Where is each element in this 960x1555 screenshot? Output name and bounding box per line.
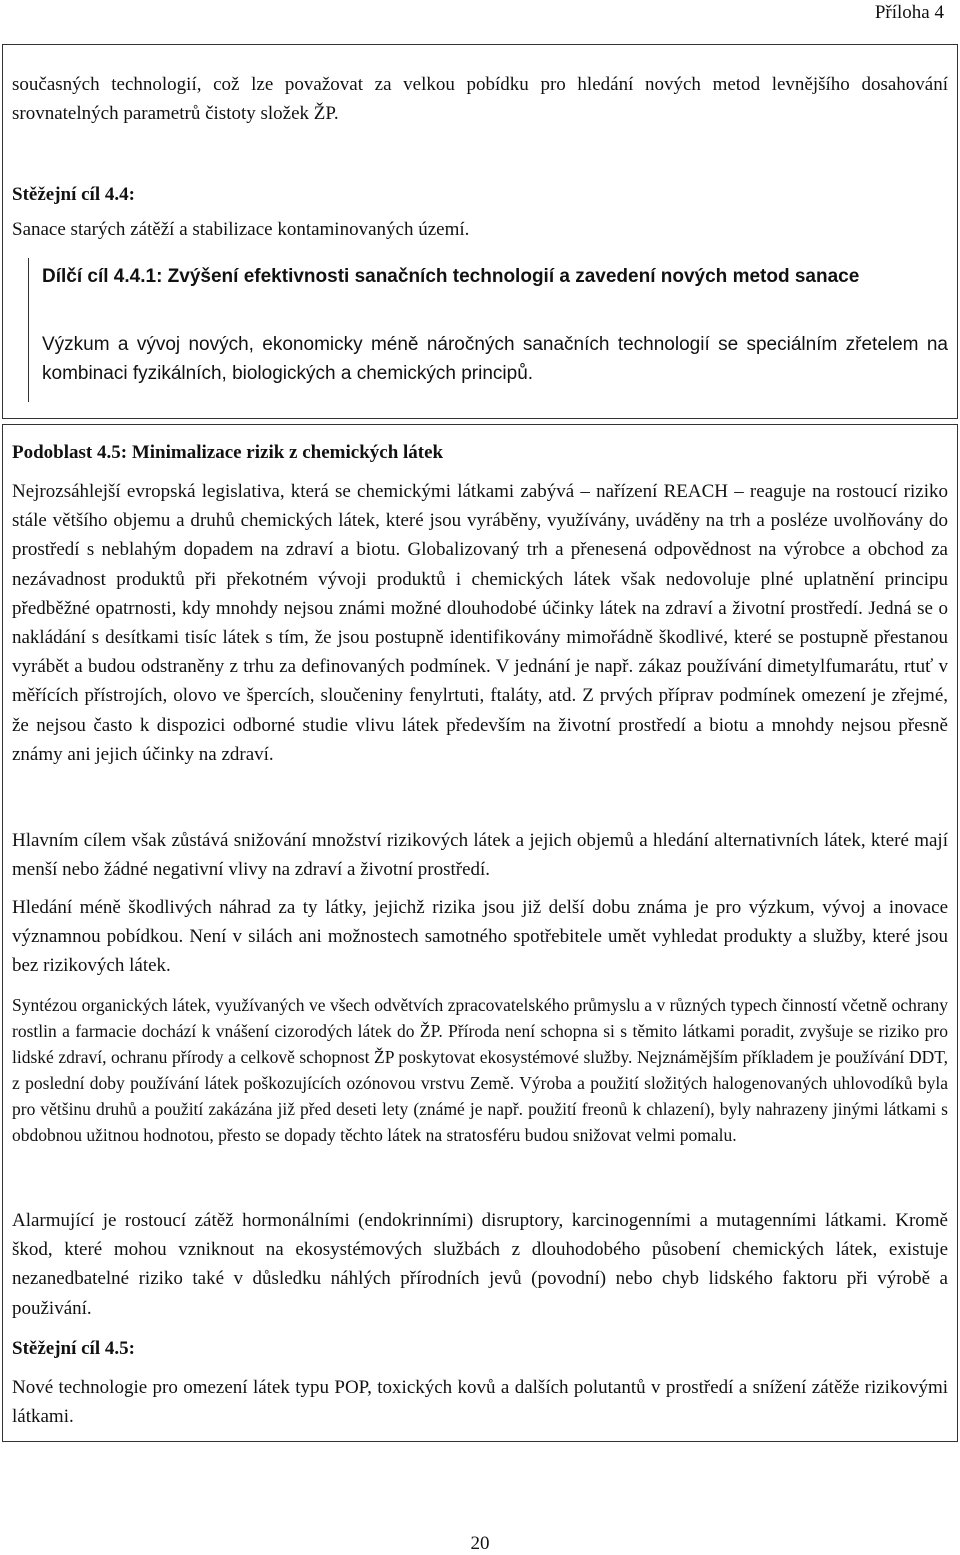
paragraph-substitutes: Hledání méně škodlivých náhrad za ty látky, jejichž rizika jsou již delší dobu známa je pro výzkum, vývoj a inovace významnou pobídkou. Není v silách ani možnostech samotného spotřebitele umět vyhledat produkty a služby, které jsou bez rizikových látek. [12,897,948,977]
paragraph-disruptors: Alarmující je rostoucí zátěž hormonálními (endokrinními) disruptory, karcinogenními a mutagenními látkami. Kromě škod, které mohou vzniknout na ekosystémových službách z dlouhodobého působení chemických látek, existuje nezanedbatelné riziko také v důsledku náhlých přírodních jevů (povodní) nebo chyb lidského faktoru při výrobě a použivání. [12,1210,948,1319]
paragraph-main-goal: Hlavním cílem však zůstává snižování množství rizikových látek a jejich objemů a hledání alternativních látek, které mají menší nebo žádné negativní vlivy na zdraví a životní prostředí. [12,830,948,881]
subgoal-indent-bar [28,258,29,402]
subgoal-4-4-1-title: Dílčí cíl 4.4.1: Zvýšení efektivnosti sanačních technologií a zavedení nových metod sanace [42,266,860,287]
paragraph-reach: Nejrozsáhlejší evropská legislativa, která se chemickými látkami zabývá – nařízení REACH – reaguje na rostoucí riziko stále většího objemu a druhů chemických látek, které jsou vyráběny, využívány, uváděny na trh a posléze uvolňovány do prostředí s neblahým dopadem na zdraví a biotu. Globalizovaný trh a přenesená odpovědnost na výrobce a obchod za nezávadnost produktů při překotném vývoji produktů i chemických látek však nedovoluje plné uplatnění principu předběžné opatrnosti, kdy mnohdy nejsou známi možné dlouhodobé účinky látek na zdraví a životní prostředí. Jedná se o nakládání s desítkami tisíc látek s tím, že jsou postupně identifikovány mimořádně škodlivé, které se postupně přestanou vyrábět a budou odstraněny z trhu za definovaných podmínek. V jednání je např. zákaz používání dimetylfumarátu, rtuť v měřících přístrojích, olovo ve špercích, sloučeniny fenylrtuti, ftaláty, atd. Z prvých příprav podmínek omezení je zřejmé, že nejsou často k dispozici odborné studie vlivu látek především na životní prostředí a biotu a mnohdy nejsou přesně známy ani jejich účinky na zdraví. [12,481,948,765]
goal-4-4-text: Sanace starých zátěží a stabilizace kontaminovaných území. [12,219,470,240]
annex-label: Příloha 4 [874,2,944,23]
paragraph-synthesis: Syntézou organických látek, využívaných ve všech odvětvích zpracovatelského průmyslu a v různých typech činností včetně ochrany rostlin a farmacie dochází k vnášení cizorodých látek do ŽP. Příroda není schopna si s těmito látkami poradit, zvyšuje se riziko pro lidské zdraví, ochranu přírody a celkově schopnost ŽP poskytovat ekosystémové služby. Nejznámějším příkladem je používání DDT, z poslední doby používání látek poškozujících ozónovou vrstvu Země. Výroba a použití složitých halogenovaných uhlovodíků byla pro většinu druhů a použití zakázána již před deseti lety (známé je např. použití freonů k chlazení), byly nahrazeny jinými látkami s obdobnou užitnou hodnotou, přesto se dopady těchto látek na stratosféru budou snižovat velmi pomalu. [12,995,948,1145]
goal-4-5-text: Nové technologie pro omezení látek typu POP, toxických kovů a dalších polutantů v prostředí a snížení zátěže rizikovými látkami. [12,1377,948,1428]
goal-4-5-title: Stěžejní cíl 4.5: [12,1338,135,1359]
subgoal-4-4-1-text: Výzkum a vývoj nových, ekonomicky méně náročných sanačních technologií se speciálním zřetelem na kombinaci fyzikálních, biologických a chemických principů. [42,334,948,385]
goal-4-4-title: Stěžejní cíl 4.4: [12,184,135,205]
subarea-4-5-title: Podoblast 4.5: Minimalizace rizik z chemických látek [12,442,444,463]
intro-paragraph: současných technologií, což lze považovat za velkou pobídku pro hledání nových metod levnějšího dosahování srovnatelných parametrů čistoty složek ŽP. [12,74,948,125]
page-number: 20 [470,1533,490,1554]
